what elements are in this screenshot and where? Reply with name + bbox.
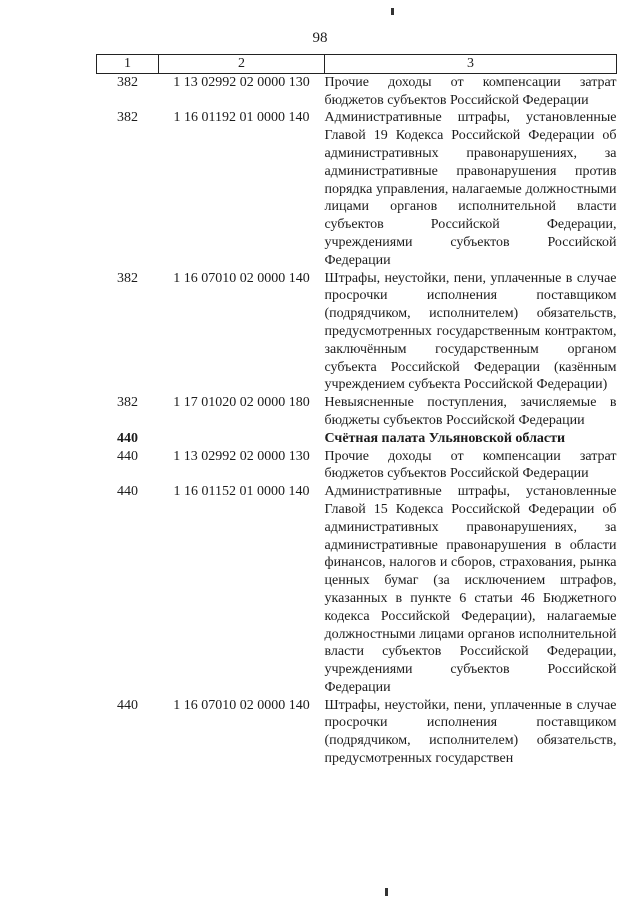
scan-mark-top [391,8,394,15]
administrator-code: 440 [117,448,138,464]
revenue-description: Прочие доходы от компенсации затрат бюджетов субъектов Российской Федерации [324,74,617,108]
administrator-code: 382 [117,395,138,411]
administrator-code: 440 [117,430,138,446]
revenue-code: 1 17 01020 02 0000 180 [173,395,310,411]
administrator-code: 440 [117,484,138,500]
revenue-description: Административные штрафы, установленные Главой 15 Кодекса Российской Федерации об административных правонарушениях, за административные правонарушения в области финансов, налогов и сборов, страхования, рынка ценных бумаг (за исключением штрафов, указанных в пункте 6 статьи 46 Бюджетного кодекса Российской Федерации), налагаемые должностными лицами органов исполнительной власти субъектов Российской Федерации, учреждениями субъектов Российской Федерации [324,484,617,695]
administrator-code: 440 [117,697,138,713]
revenue-description: Счётная палата Ульяновской области [324,430,566,446]
revenue-code: 1 16 01152 01 0000 140 [173,484,310,500]
revenue-code: 1 16 07010 02 0000 140 [173,270,310,286]
section-header-row [97,430,617,448]
administrator-code: 382 [117,270,138,286]
revenue-description: Прочие доходы от компенсации затрат бюджетов субъектов Российской Федерации [324,448,617,482]
table-row [97,109,617,269]
revenue-description: Невыясненные поступления, зачисляемые в бюджеты субъектов Российской Федерации [324,395,617,428]
administrator-code: 382 [117,110,138,126]
column-number-1: 1 [97,55,159,74]
administrator-code: 382 [117,74,138,90]
column-number-2: 2 [159,55,325,74]
scan-mark-bottom [385,888,388,896]
column-number-row [97,55,617,74]
revenue-code: 1 13 02992 02 0000 130 [173,448,310,464]
revenue-code: 1 13 02992 02 0000 130 [173,74,310,90]
table-row [97,394,617,430]
revenue-code [159,430,325,448]
revenue-code-table [96,54,617,768]
revenue-description: Штрафы, неустойки, пени, уплаченные в случае просрочки исполнения поставщиком (подрядчиком, исполнителем) обязательств, предусмотренных государственным контрактом, заключённым государственным органом субъекта Российской Федерации (казённым учреждением субъекта Российской Федерации) [324,270,617,393]
revenue-code: 1 16 01192 01 0000 140 [173,110,310,126]
table-row [97,448,617,484]
table-row [97,73,617,109]
revenue-code: 1 16 07010 02 0000 140 [173,697,310,713]
table-row [97,270,617,395]
page-number: 98 [312,30,328,46]
column-number-3: 3 [325,55,617,74]
revenue-description: Штрафы, неустойки, пени, уплаченные в случае просрочки исполнения поставщиком (подрядчиком, исполнителем) обязательств, предусмотренных государствен [324,697,617,767]
table-row [97,483,617,697]
revenue-description: Административные штрафы, установленные Главой 19 Кодекса Российской Федерации об административных правонарушениях, за административные правонарушения против порядка управления, налагаемые должностными лицами органов исполнительной власти субъектов Российской Федерации, учреждениями субъектов Российской Федерации [324,110,617,268]
table-row [97,697,617,768]
